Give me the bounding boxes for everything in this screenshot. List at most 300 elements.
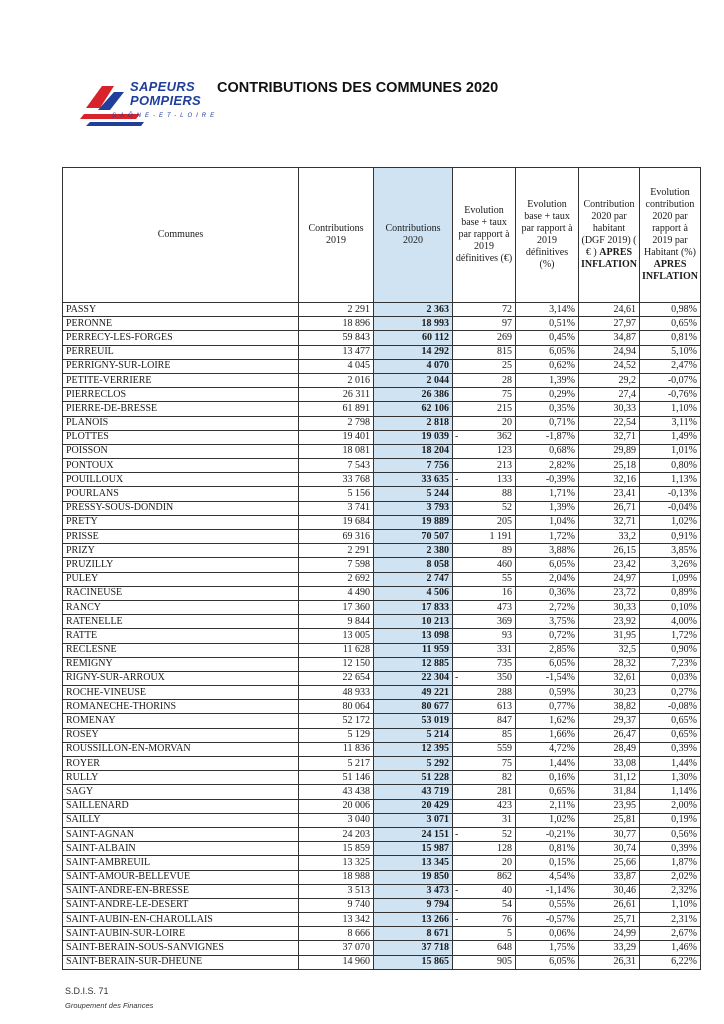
cell-per-habitant: 26,47 <box>579 728 640 742</box>
cell-evolution-percent: 0,29% <box>516 388 579 402</box>
cell-evolution-per-habitant: 1,02% <box>640 515 701 529</box>
cell-contributions-2019: 33 768 <box>299 473 374 487</box>
cell-evolution-per-habitant: 1,72% <box>640 629 701 643</box>
cell-evolution-euro: 460 <box>453 558 516 572</box>
cell-contributions-2019: 3 513 <box>299 884 374 898</box>
negative-sign: - <box>455 473 459 485</box>
cell-evolution-euro: 215 <box>453 402 516 416</box>
cell-evolution-per-habitant: 2,32% <box>640 884 701 898</box>
cell-evolution-per-habitant: 0,91% <box>640 530 701 544</box>
table-row <box>63 643 701 657</box>
cell-evolution-percent: 2,72% <box>516 600 579 614</box>
cell-contributions-2020: 2 363 <box>374 303 453 317</box>
footer-department: Groupement des Finances <box>65 1001 154 1010</box>
cell-contributions-2019: 18 896 <box>299 317 374 331</box>
cell-contributions-2019: 11 628 <box>299 643 374 657</box>
cell-evolution-per-habitant: -0,07% <box>640 373 701 387</box>
cell-evolution-euro: 815 <box>453 345 516 359</box>
table-row <box>63 686 701 700</box>
cell-evolution-per-habitant: 0,39% <box>640 842 701 856</box>
table-row <box>63 757 701 771</box>
table-row <box>63 771 701 785</box>
cell-evolution-per-habitant: 2,02% <box>640 870 701 884</box>
table-row <box>63 331 701 345</box>
cell-evolution-euro: 905 <box>453 955 516 969</box>
cell-per-habitant: 32,71 <box>579 515 640 529</box>
table-row <box>63 827 701 841</box>
cell-evolution-percent: 4,72% <box>516 742 579 756</box>
table-row <box>63 544 701 558</box>
cell-evolution-per-habitant: 1,30% <box>640 771 701 785</box>
cell-per-habitant: 24,99 <box>579 927 640 941</box>
cell-contributions-2020: 37 718 <box>374 941 453 955</box>
cell-evolution-percent: 1,44% <box>516 757 579 771</box>
table-row <box>63 785 701 799</box>
cell-evolution-per-habitant: 1,01% <box>640 444 701 458</box>
cell-per-habitant: 30,23 <box>579 686 640 700</box>
cell-contributions-2020: 53 019 <box>374 714 453 728</box>
cell-evolution-per-habitant: 0,65% <box>640 317 701 331</box>
header-evolution-per-habitant: Evolution contribution 2020 par rapport à 2019 par Habitant (%) APRES INFLATION <box>640 168 701 303</box>
cell-contributions-2020: 5 292 <box>374 757 453 771</box>
cell-per-habitant: 30,46 <box>579 884 640 898</box>
cell-evolution-percent: 0,68% <box>516 444 579 458</box>
table-row <box>63 898 701 912</box>
cell-commune: PRISSE <box>63 530 299 544</box>
cell-evolution-euro: 72 <box>453 303 516 317</box>
cell-commune: PULEY <box>63 572 299 586</box>
table-row <box>63 615 701 629</box>
cell-evolution-euro: 31 <box>453 813 516 827</box>
cell-contributions-2019: 9 844 <box>299 615 374 629</box>
cell-per-habitant: 28,49 <box>579 742 640 756</box>
cell-evolution-euro: - 76 <box>453 913 516 927</box>
header-contributions-2020: Contributions 2020 <box>374 168 453 303</box>
cell-evolution-percent: -0,39% <box>516 473 579 487</box>
cell-contributions-2019: 80 064 <box>299 700 374 714</box>
table-row <box>63 870 701 884</box>
cell-per-habitant: 24,94 <box>579 345 640 359</box>
cell-evolution-euro: 16 <box>453 586 516 600</box>
cell-evolution-euro: 20 <box>453 416 516 430</box>
cell-contributions-2020: 43 719 <box>374 785 453 799</box>
cell-contributions-2019: 20 006 <box>299 799 374 813</box>
cell-evolution-percent: -1,54% <box>516 671 579 685</box>
cell-per-habitant: 33,2 <box>579 530 640 544</box>
cell-evolution-euro: 88 <box>453 487 516 501</box>
cell-contributions-2019: 51 146 <box>299 771 374 785</box>
cell-contributions-2020: 20 429 <box>374 799 453 813</box>
cell-commune: SAINT-ANDRE-LE-DESERT <box>63 898 299 912</box>
cell-contributions-2020: 3 473 <box>374 884 453 898</box>
table-row <box>63 530 701 544</box>
table-row <box>63 813 701 827</box>
table-row <box>63 842 701 856</box>
cell-evolution-euro: 20 <box>453 856 516 870</box>
cell-commune: PERRIGNY-SUR-LOIRE <box>63 359 299 373</box>
cell-evolution-percent: 3,75% <box>516 615 579 629</box>
cell-commune: PRIZY <box>63 544 299 558</box>
cell-commune: PRESSY-SOUS-DONDIN <box>63 501 299 515</box>
cell-contributions-2020: 8 058 <box>374 558 453 572</box>
cell-per-habitant: 38,82 <box>579 700 640 714</box>
cell-per-habitant: 32,5 <box>579 643 640 657</box>
cell-commune: PETITE-VERRIERE <box>63 373 299 387</box>
cell-commune: SAINT-AMBREUIL <box>63 856 299 870</box>
cell-evolution-euro: 423 <box>453 799 516 813</box>
cell-contributions-2020: 33 635 <box>374 473 453 487</box>
cell-commune: PIERRE-DE-BRESSE <box>63 402 299 416</box>
cell-commune: POISSON <box>63 444 299 458</box>
cell-evolution-percent: 6,05% <box>516 955 579 969</box>
cell-per-habitant: 23,92 <box>579 615 640 629</box>
cell-contributions-2020: 70 507 <box>374 530 453 544</box>
cell-evolution-percent: 2,04% <box>516 572 579 586</box>
cell-contributions-2019: 69 316 <box>299 530 374 544</box>
cell-commune: PERONNE <box>63 317 299 331</box>
cell-evolution-per-habitant: 1,14% <box>640 785 701 799</box>
cell-evolution-percent: 3,14% <box>516 303 579 317</box>
cell-evolution-per-habitant: 1,46% <box>640 941 701 955</box>
table-row <box>63 586 701 600</box>
cell-per-habitant: 24,97 <box>579 572 640 586</box>
cell-evolution-per-habitant: 0,27% <box>640 686 701 700</box>
cell-evolution-euro: 55 <box>453 572 516 586</box>
cell-commune: PIERRECLOS <box>63 388 299 402</box>
cell-per-habitant: 23,72 <box>579 586 640 600</box>
cell-evolution-percent: 0,55% <box>516 898 579 912</box>
table-row <box>63 799 701 813</box>
cell-evolution-euro: - 350 <box>453 671 516 685</box>
cell-evolution-per-habitant: 0,10% <box>640 600 701 614</box>
cell-commune: SAINT-BERAIN-SUR-DHEUNE <box>63 955 299 969</box>
cell-commune: SAINT-ANDRE-EN-BRESSE <box>63 884 299 898</box>
cell-evolution-percent: 0,06% <box>516 927 579 941</box>
cell-evolution-euro: 847 <box>453 714 516 728</box>
cell-evolution-euro: 25 <box>453 359 516 373</box>
cell-contributions-2020: 26 386 <box>374 388 453 402</box>
cell-commune: RANCY <box>63 600 299 614</box>
cell-contributions-2020: 12 395 <box>374 742 453 756</box>
cell-evolution-per-habitant: 1,09% <box>640 572 701 586</box>
cell-evolution-per-habitant: 0,19% <box>640 813 701 827</box>
cell-evolution-euro: 473 <box>453 600 516 614</box>
cell-evolution-euro: 52 <box>453 501 516 515</box>
cell-contributions-2019: 5 156 <box>299 487 374 501</box>
cell-evolution-percent: 0,81% <box>516 842 579 856</box>
cell-per-habitant: 30,33 <box>579 600 640 614</box>
cell-evolution-per-habitant: 4,00% <box>640 615 701 629</box>
cell-contributions-2019: 4 490 <box>299 586 374 600</box>
cell-evolution-per-habitant: -0,08% <box>640 700 701 714</box>
cell-commune: SAINT-BERAIN-SOUS-SANVIGNES <box>63 941 299 955</box>
cell-evolution-percent: 0,51% <box>516 317 579 331</box>
cell-commune: PONTOUX <box>63 459 299 473</box>
cell-per-habitant: 31,84 <box>579 785 640 799</box>
cell-per-habitant: 31,95 <box>579 629 640 643</box>
cell-evolution-per-habitant: 1,87% <box>640 856 701 870</box>
cell-per-habitant: 32,61 <box>579 671 640 685</box>
footer-org: S.D.I.S. 71 <box>65 986 109 996</box>
cell-contributions-2019: 4 045 <box>299 359 374 373</box>
header-contribution-per-habitant: Contribution 2020 par habitant (DGF 2019) ( € ) APRES INFLATION <box>579 168 640 303</box>
cell-contributions-2020: 24 151 <box>374 827 453 841</box>
cell-evolution-percent: 0,36% <box>516 586 579 600</box>
cell-contributions-2020: 13 098 <box>374 629 453 643</box>
cell-commune: POURLANS <box>63 487 299 501</box>
cell-evolution-percent: 6,05% <box>516 558 579 572</box>
cell-contributions-2019: 19 401 <box>299 430 374 444</box>
table-row <box>63 742 701 756</box>
cell-per-habitant: 23,42 <box>579 558 640 572</box>
cell-evolution-per-habitant: 7,23% <box>640 657 701 671</box>
cell-contributions-2019: 5 217 <box>299 757 374 771</box>
cell-commune: PLANOIS <box>63 416 299 430</box>
table-row <box>63 303 701 317</box>
cell-contributions-2019: 43 438 <box>299 785 374 799</box>
cell-evolution-percent: 3,88% <box>516 544 579 558</box>
cell-commune: SAILLENARD <box>63 799 299 813</box>
cell-per-habitant: 26,15 <box>579 544 640 558</box>
cell-per-habitant: 30,74 <box>579 842 640 856</box>
cell-per-habitant: 23,41 <box>579 487 640 501</box>
cell-evolution-euro: 281 <box>453 785 516 799</box>
cell-per-habitant: 30,77 <box>579 827 640 841</box>
cell-contributions-2020: 3 793 <box>374 501 453 515</box>
cell-per-habitant: 30,33 <box>579 402 640 416</box>
cell-evolution-percent: 1,39% <box>516 501 579 515</box>
cell-evolution-percent: 0,72% <box>516 629 579 643</box>
cell-per-habitant: 24,52 <box>579 359 640 373</box>
cell-evolution-percent: 0,45% <box>516 331 579 345</box>
cell-commune: REMIGNY <box>63 657 299 671</box>
table-row <box>63 600 701 614</box>
cell-evolution-euro: 369 <box>453 615 516 629</box>
table-row <box>63 345 701 359</box>
cell-contributions-2020: 2 747 <box>374 572 453 586</box>
negative-sign: - <box>455 672 459 684</box>
cell-commune: RATENELLE <box>63 615 299 629</box>
cell-contributions-2019: 11 836 <box>299 742 374 756</box>
cell-commune: ROYER <box>63 757 299 771</box>
cell-contributions-2019: 9 740 <box>299 898 374 912</box>
cell-contributions-2020: 18 204 <box>374 444 453 458</box>
cell-contributions-2019: 15 859 <box>299 842 374 856</box>
cell-evolution-per-habitant: 6,22% <box>640 955 701 969</box>
cell-contributions-2020: 19 039 <box>374 430 453 444</box>
negative-sign: - <box>455 828 459 840</box>
contributions-table <box>62 167 701 970</box>
cell-contributions-2020: 14 292 <box>374 345 453 359</box>
cell-per-habitant: 29,89 <box>579 444 640 458</box>
cell-evolution-euro: 213 <box>453 459 516 473</box>
cell-contributions-2020: 2 818 <box>374 416 453 430</box>
cell-evolution-percent: 0,77% <box>516 700 579 714</box>
cell-commune: RATTE <box>63 629 299 643</box>
cell-contributions-2020: 18 993 <box>374 317 453 331</box>
cell-commune: PRETY <box>63 515 299 529</box>
cell-commune: ROMANECHE-THORINS <box>63 700 299 714</box>
cell-contributions-2019: 22 654 <box>299 671 374 685</box>
cell-evolution-percent: -0,57% <box>516 913 579 927</box>
cell-per-habitant: 25,66 <box>579 856 640 870</box>
cell-contributions-2020: 62 106 <box>374 402 453 416</box>
cell-evolution-per-habitant: 0,39% <box>640 742 701 756</box>
logo-wordmark: SAPEURS POMPIERS <box>130 79 202 108</box>
table-row <box>63 856 701 870</box>
cell-evolution-per-habitant: 0,80% <box>640 459 701 473</box>
cell-contributions-2019: 8 666 <box>299 927 374 941</box>
cell-evolution-euro: 82 <box>453 771 516 785</box>
cell-contributions-2019: 12 150 <box>299 657 374 671</box>
cell-per-habitant: 25,18 <box>579 459 640 473</box>
cell-contributions-2019: 2 692 <box>299 572 374 586</box>
cell-evolution-per-habitant: 0,81% <box>640 331 701 345</box>
cell-contributions-2019: 19 684 <box>299 515 374 529</box>
cell-evolution-percent: 2,85% <box>516 643 579 657</box>
cell-evolution-per-habitant: 1,10% <box>640 898 701 912</box>
cell-contributions-2019: 2 291 <box>299 544 374 558</box>
table-row <box>63 955 701 969</box>
cell-evolution-euro: - 133 <box>453 473 516 487</box>
cell-per-habitant: 33,08 <box>579 757 640 771</box>
cell-commune: RIGNY-SUR-ARROUX <box>63 671 299 685</box>
table-row <box>63 388 701 402</box>
cell-evolution-percent: 1,62% <box>516 714 579 728</box>
table-row <box>63 671 701 685</box>
cell-commune: PRUZILLY <box>63 558 299 572</box>
table-row <box>63 515 701 529</box>
cell-evolution-euro: 75 <box>453 757 516 771</box>
header-evolution-euro: Evolution base + taux par rapport à 2019 définitives (€) <box>453 168 516 303</box>
table-row <box>63 572 701 586</box>
cell-contributions-2019: 13 342 <box>299 913 374 927</box>
cell-per-habitant: 32,16 <box>579 473 640 487</box>
cell-evolution-per-habitant: 1,44% <box>640 757 701 771</box>
header-contributions-2019: Contributions 2019 <box>299 168 374 303</box>
cell-per-habitant: 32,71 <box>579 430 640 444</box>
cell-contributions-2020: 60 112 <box>374 331 453 345</box>
cell-contributions-2020: 15 987 <box>374 842 453 856</box>
cell-contributions-2019: 2 291 <box>299 303 374 317</box>
cell-contributions-2020: 10 213 <box>374 615 453 629</box>
cell-contributions-2019: 24 203 <box>299 827 374 841</box>
cell-contributions-2019: 13 005 <box>299 629 374 643</box>
cell-contributions-2020: 17 833 <box>374 600 453 614</box>
cell-evolution-euro: - 362 <box>453 430 516 444</box>
cell-evolution-percent: 2,11% <box>516 799 579 813</box>
cell-per-habitant: 23,95 <box>579 799 640 813</box>
cell-evolution-percent: -0,21% <box>516 827 579 841</box>
cell-contributions-2019: 2 798 <box>299 416 374 430</box>
cell-commune: SAINT-ALBAIN <box>63 842 299 856</box>
cell-per-habitant: 28,32 <box>579 657 640 671</box>
table-row <box>63 728 701 742</box>
cell-evolution-per-habitant: 5,10% <box>640 345 701 359</box>
cell-commune: RULLY <box>63 771 299 785</box>
cell-commune: RACINEUSE <box>63 586 299 600</box>
cell-evolution-euro: 862 <box>453 870 516 884</box>
cell-evolution-percent: 1,75% <box>516 941 579 955</box>
cell-contributions-2020: 51 228 <box>374 771 453 785</box>
table-row <box>63 913 701 927</box>
cell-commune: SAINT-AGNAN <box>63 827 299 841</box>
cell-contributions-2020: 11 959 <box>374 643 453 657</box>
cell-evolution-per-habitant: 2,47% <box>640 359 701 373</box>
cell-contributions-2019: 2 016 <box>299 373 374 387</box>
cell-contributions-2019: 18 081 <box>299 444 374 458</box>
cell-evolution-euro: 128 <box>453 842 516 856</box>
cell-contributions-2020: 2 044 <box>374 373 453 387</box>
cell-commune: SAINT-AUBIN-SUR-LOIRE <box>63 927 299 941</box>
cell-commune: SAGY <box>63 785 299 799</box>
cell-evolution-percent: 1,71% <box>516 487 579 501</box>
cell-evolution-percent: 0,35% <box>516 402 579 416</box>
cell-contributions-2019: 59 843 <box>299 331 374 345</box>
cell-commune: ROCHE-VINEUSE <box>63 686 299 700</box>
table-row <box>63 927 701 941</box>
cell-evolution-percent: 1,39% <box>516 373 579 387</box>
cell-contributions-2020: 12 885 <box>374 657 453 671</box>
cell-evolution-euro: 123 <box>453 444 516 458</box>
cell-evolution-percent: 0,16% <box>516 771 579 785</box>
cell-evolution-percent: 1,02% <box>516 813 579 827</box>
cell-evolution-euro: 93 <box>453 629 516 643</box>
cell-evolution-percent: 1,66% <box>516 728 579 742</box>
cell-evolution-euro: 648 <box>453 941 516 955</box>
cell-evolution-percent: 0,62% <box>516 359 579 373</box>
cell-commune: PLOTTES <box>63 430 299 444</box>
table-row <box>63 444 701 458</box>
cell-evolution-percent: 1,72% <box>516 530 579 544</box>
cell-evolution-euro: 559 <box>453 742 516 756</box>
cell-evolution-percent: 2,82% <box>516 459 579 473</box>
cell-evolution-percent: 6,05% <box>516 345 579 359</box>
cell-per-habitant: 26,61 <box>579 898 640 912</box>
cell-per-habitant: 24,61 <box>579 303 640 317</box>
cell-per-habitant: 27,4 <box>579 388 640 402</box>
cell-per-habitant: 25,71 <box>579 913 640 927</box>
cell-contributions-2020: 13 345 <box>374 856 453 870</box>
table-row <box>63 558 701 572</box>
cell-contributions-2019: 7 598 <box>299 558 374 572</box>
cell-commune: SAILLY <box>63 813 299 827</box>
cell-commune: POUILLOUX <box>63 473 299 487</box>
cell-per-habitant: 27,97 <box>579 317 640 331</box>
cell-contributions-2019: 13 325 <box>299 856 374 870</box>
cell-per-habitant: 26,71 <box>579 501 640 515</box>
cell-evolution-per-habitant: 0,65% <box>640 714 701 728</box>
negative-sign: - <box>455 913 459 925</box>
cell-evolution-euro: 331 <box>453 643 516 657</box>
table-row <box>63 416 701 430</box>
table-row <box>63 473 701 487</box>
cell-evolution-euro: 5 <box>453 927 516 941</box>
cell-contributions-2020: 9 794 <box>374 898 453 912</box>
cell-per-habitant: 29,2 <box>579 373 640 387</box>
cell-contributions-2020: 5 244 <box>374 487 453 501</box>
cell-contributions-2019: 61 891 <box>299 402 374 416</box>
cell-evolution-per-habitant: -0,13% <box>640 487 701 501</box>
cell-evolution-euro: - 52 <box>453 827 516 841</box>
cell-evolution-percent: 1,04% <box>516 515 579 529</box>
cell-evolution-per-habitant: 1,49% <box>640 430 701 444</box>
cell-evolution-euro: 97 <box>453 317 516 331</box>
cell-evolution-euro: 735 <box>453 657 516 671</box>
cell-contributions-2019: 48 933 <box>299 686 374 700</box>
cell-contributions-2020: 80 677 <box>374 700 453 714</box>
header-communes: Communes <box>63 168 299 303</box>
